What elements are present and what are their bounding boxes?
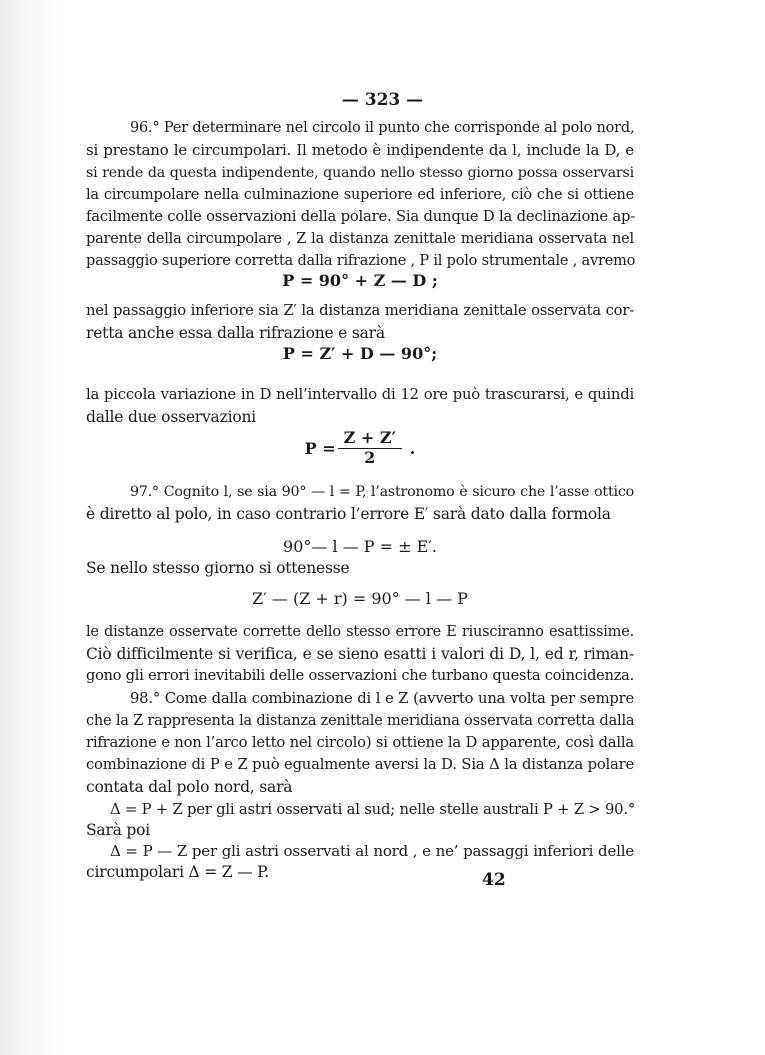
signature-mark: 42 bbox=[482, 870, 506, 890]
fraction bbox=[338, 429, 402, 467]
text-line: passaggio superiore corretta dalla rifrazione , P il polo strumentale , avremo bbox=[86, 253, 636, 269]
text-line: facilmente colle osservazioni della polare. Sia dunque D la declinazione ap- bbox=[86, 208, 636, 225]
text-line: nel passaggio inferiore sia Z′ la distanza meridiana zenittale osservata cor- bbox=[86, 302, 634, 319]
text-line: parente della circumpolare , Z la distanza zenittale meridiana osservata nel bbox=[86, 231, 634, 247]
text-line: circumpolari Δ = Z — P. bbox=[86, 863, 269, 881]
text-line: che la Z rappresenta la distanza zenittale meridiana osservata corretta dalla bbox=[86, 713, 635, 729]
text-line: contata dal polo nord, sarà bbox=[86, 778, 293, 796]
page-edge-shadow bbox=[0, 0, 60, 1055]
formula: 90°— l — P = ± E′. bbox=[283, 537, 437, 556]
text-line: Ciò difficilmente si verifica, e se sieno esatti i valori di D, l, ed r, riman- bbox=[86, 645, 634, 663]
text-line: le distanze osservate corrette dello stesso errore E riusciranno esattissime. bbox=[86, 624, 634, 640]
formula-tail: . bbox=[409, 438, 416, 458]
text-line: è diretto al polo, in caso contrario l’errore E′ sarà dato dalla formola bbox=[86, 505, 611, 523]
text-line: Δ = P + Z per gli astri osservati al sud; nelle stelle australi P + Z > 90.° bbox=[110, 801, 636, 818]
text-line: si rende da questa indipendente, quando nello stesso giorno possa osservarsi bbox=[86, 165, 634, 181]
fraction-formula bbox=[86, 423, 634, 473]
text-line: 96.° Per determinare nel circolo il punto che corrisponde al polo nord, bbox=[130, 120, 635, 136]
text-line: Se nello stesso giorno si ottenesse bbox=[86, 559, 350, 577]
formula: P = Z′ + D — 90°; bbox=[282, 344, 438, 363]
formula-lhs: P = bbox=[304, 438, 336, 458]
text-line: Sarà poi bbox=[86, 821, 151, 839]
text-line: rifrazione e non l’arco letto nel circolo) si ottiene la D apparente, così dalla bbox=[86, 734, 634, 751]
text-line: si prestano le circumpolari. Il metodo è indipendente da l, include la D, e bbox=[86, 141, 634, 159]
text-line: 98.° Come dalla combinazione di l e Z (avverto una volta per sempre bbox=[130, 690, 634, 707]
formula: P = 90° + Z — D ; bbox=[282, 271, 438, 290]
text-line: Δ = P — Z per gli astri osservati al nord , e ne’ passaggi inferiori delle bbox=[110, 842, 634, 860]
text-line: la circumpolare nella culminazione superiore ed inferiore, ciò che si ottiene bbox=[86, 187, 634, 203]
text-line: gono gli errori inevitabili delle osservazioni che turbano questa coincidenza. bbox=[86, 668, 634, 684]
text-line: 97.° Cognito l, se sia 90° — l = P, l’astronomo è sicuro che l’asse ottico bbox=[130, 484, 634, 500]
formula: Z′ — (Z + r) = 90° — l — P bbox=[252, 589, 468, 608]
page-number-header: — 323 — bbox=[341, 90, 424, 110]
text-line: la piccola variazione in D nell’intervallo di 12 ore può trascurarsi, e quindi bbox=[86, 386, 634, 403]
text-line: dalle due osservazioni bbox=[86, 408, 256, 426]
text-line: combinazione di P e Z può egualmente aversi la D. Sia Δ la distanza polare bbox=[86, 756, 634, 773]
text-line: retta anche essa dalla rifrazione e sarà bbox=[86, 324, 385, 342]
fraction-numerator: Z + Z′ bbox=[338, 429, 402, 449]
fraction-denominator: 2 bbox=[364, 448, 376, 467]
